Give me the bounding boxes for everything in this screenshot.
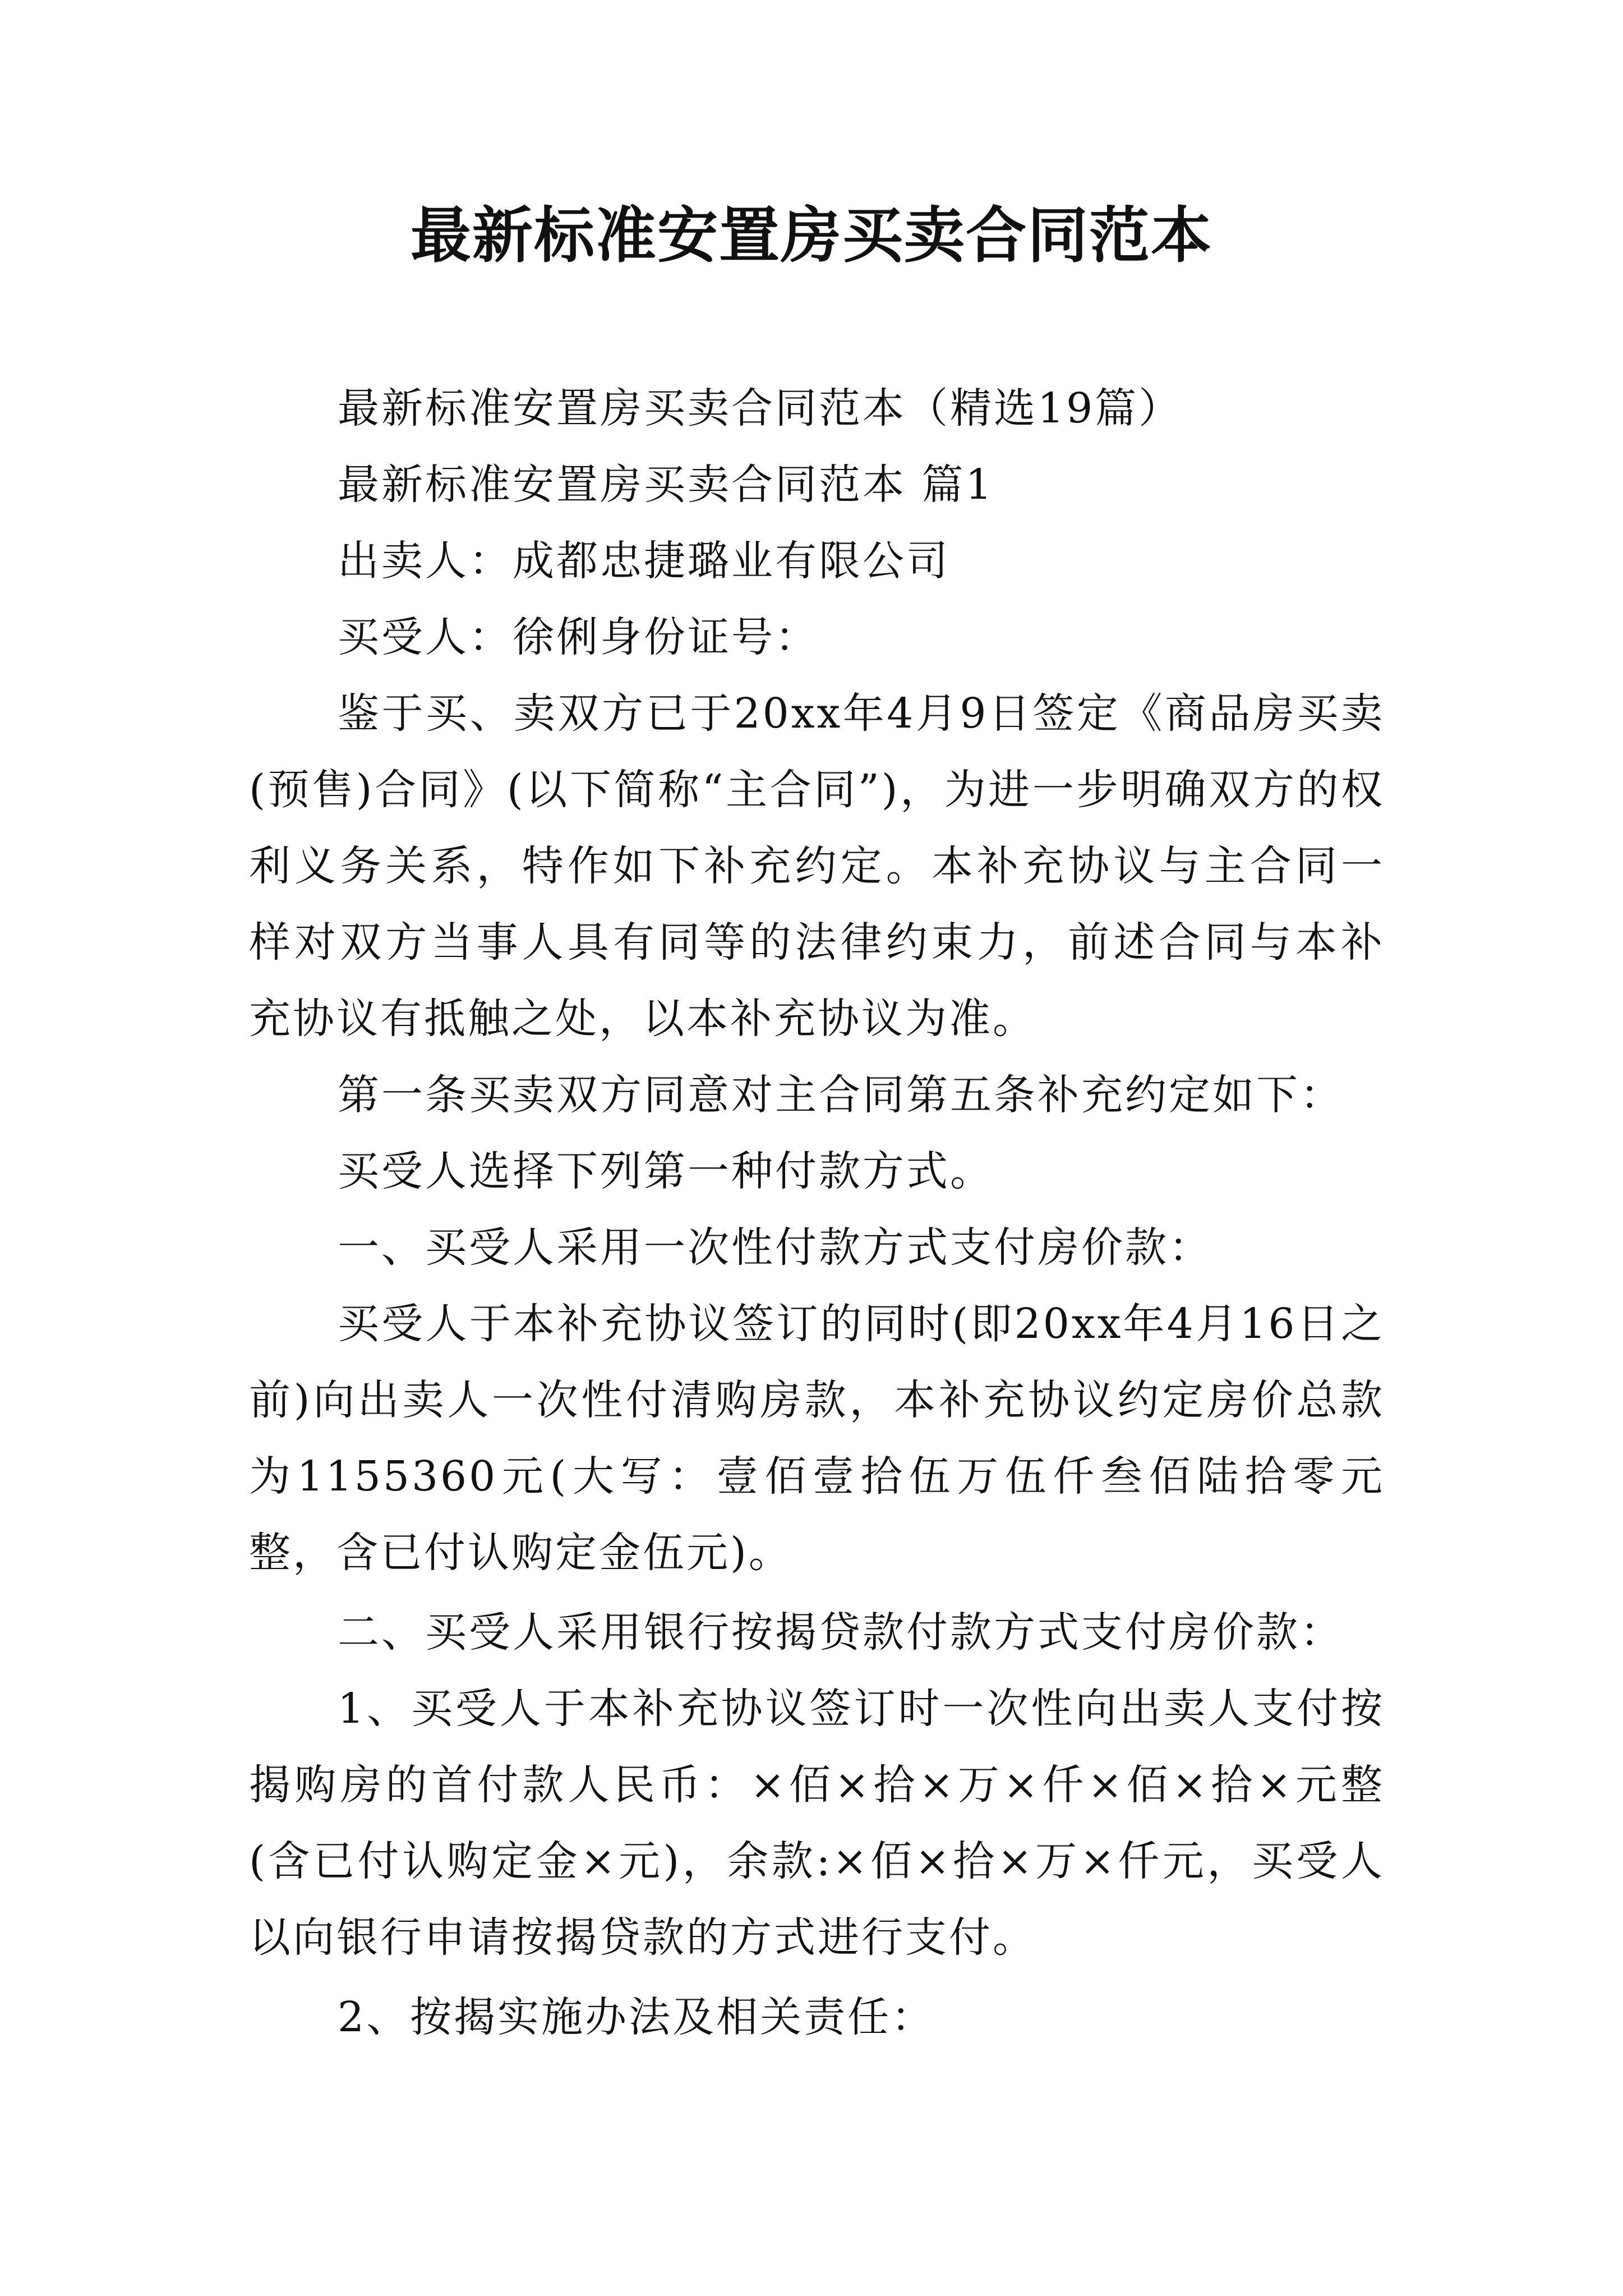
paragraph-subtitle: 最新标准安置房买卖合同范本（精选19篇） (338, 384, 1183, 432)
document-title: 最新标准安置房买卖合同范本 (410, 200, 1212, 271)
document-body (249, 370, 1385, 2055)
paragraph-option-two-item-2: 2、按揭实施办法及相关责任： (338, 1993, 935, 2041)
paragraph-payment-choice: 买受人选择下列第一种付款方式。 (338, 1147, 994, 1195)
paragraph-option-one-body: 买受人于本补充协议签订的同时(即20xx年4月16日之前)向出卖人一次性付清购房款，本补充协议约定房价总款为1155360元(大写：壹佰壹拾伍万伍仟叁佰陆拾零元整，含已付认购定金伍元)。 (249, 1300, 1385, 1577)
paragraph-option-two-item-1: 1、买受人于本补充协议签订时一次性向出卖人支付按揭购房的首付款人民币：×佰×拾×万×仟×佰×拾×元整(含已付认购定金×元)，余款:×佰×拾×万×仟元，买受人以向银行申请按揭贷款的方式进行支付。 (249, 1685, 1385, 1962)
paragraph-seller: 出卖人：成都忠捷璐业有限公司 (338, 537, 950, 585)
paragraph-option-two-heading: 二、买受人采用银行按揭贷款付款方式支付房价款： (338, 1608, 1344, 1657)
paragraph-preamble: 鉴于买、卖双方已于20xx年4月9日签定《商品房买卖(预售)合同》(以下简称“主合同”)，为进一步明确双方的权利义务关系，特作如下补充约定。本补充协议与主合同一样对双方当事人具有同等的法律约束力，前述合同与本补充协议有抵触之处，以本补充协议为准。 (249, 689, 1385, 1043)
paragraph-option-one-heading: 一、买受人采用一次性付款方式支付房价款： (338, 1223, 1212, 1272)
paragraph-buyer: 买受人：徐俐身份证号： (338, 613, 819, 661)
paragraph-section-heading: 最新标准安置房买卖合同范本 篇1 (338, 461, 994, 509)
paragraph-article-one: 第一条买卖双方同意对主合同第五条补充约定如下： (338, 1071, 1344, 1119)
